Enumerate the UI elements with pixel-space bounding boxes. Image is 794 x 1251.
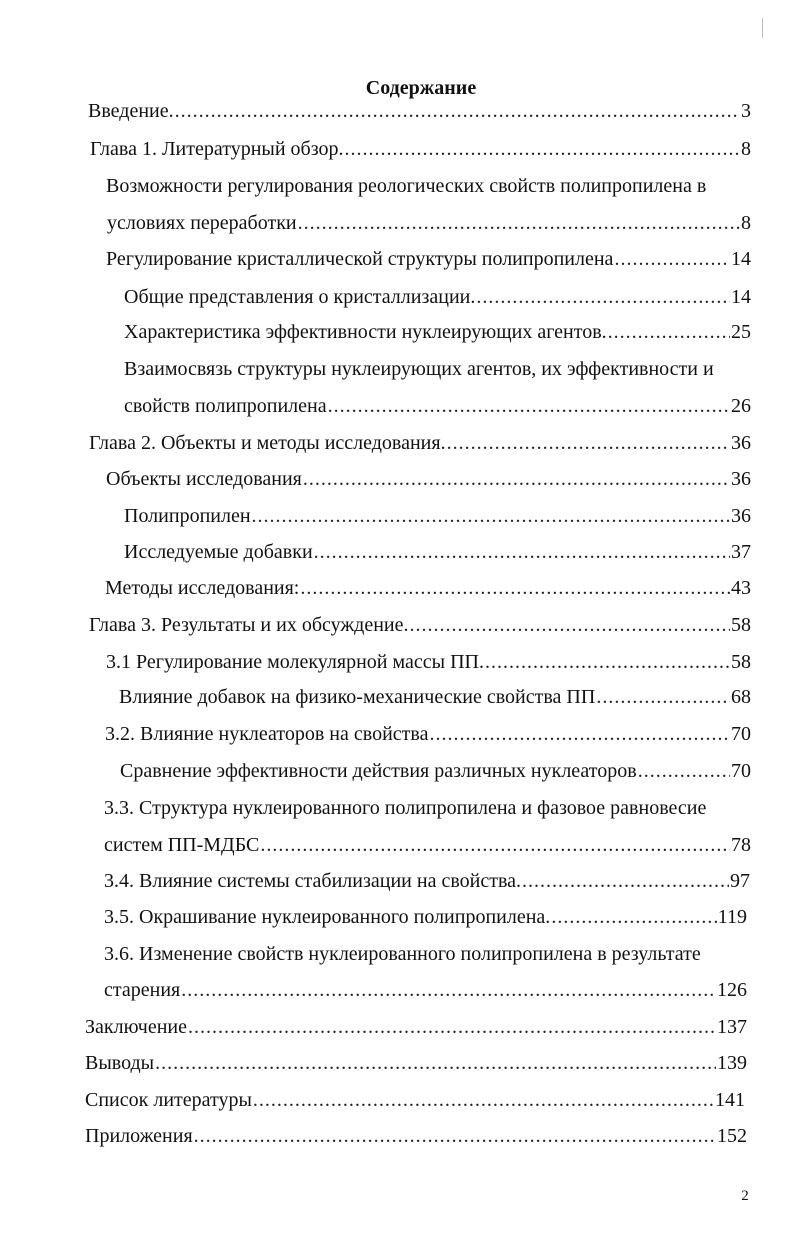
toc-entry-page: 37 xyxy=(731,541,751,563)
toc-entry[interactable] xyxy=(85,1122,747,1150)
toc-entry-page: 8 xyxy=(741,138,751,160)
toc-entry-title: Методы исследования: xyxy=(105,577,300,599)
toc-entry-page: 8 xyxy=(741,212,751,234)
toc-entry-title: 3.6. Изменение свойств нуклеированного полипропилена в результате xyxy=(104,943,701,965)
toc-entry-title: условиях переработки xyxy=(107,212,297,234)
page-number: 2 xyxy=(741,1188,749,1204)
toc-entry-page: 14 xyxy=(731,286,751,308)
toc-entry[interactable] xyxy=(89,429,751,457)
toc-entry-page: 141 xyxy=(715,1089,745,1111)
toc-leader-dots xyxy=(314,538,730,566)
toc-leader-dots xyxy=(252,502,730,530)
toc-entry-title: Полипропилен xyxy=(124,505,251,527)
toc-entry-title: Глава 2. Объекты и методы исследования. xyxy=(89,432,446,454)
toc-entry[interactable] xyxy=(124,283,751,311)
toc-leader-dots xyxy=(298,209,740,237)
toc-entry-page: 70 xyxy=(731,723,751,745)
toc-entry-title: Выводы xyxy=(85,1052,155,1074)
toc-entry-title: свойств полипропилена xyxy=(124,395,327,417)
toc-entry-page: 3 xyxy=(741,100,751,122)
toc-leader-dots xyxy=(181,976,716,1004)
toc-entry-page: 78 xyxy=(731,834,751,856)
toc-leader-dots xyxy=(300,574,730,602)
toc-entry-title: Взаимосвязь структуры нуклеирующих агентов, их эффективности и xyxy=(124,358,714,380)
toc-entry-page: 137 xyxy=(717,1016,747,1038)
toc-entry-title: 3.3. Структура нуклеированного полипропилена и фазовое равновесие xyxy=(104,797,707,819)
toc-entry-page: 36 xyxy=(731,468,751,490)
toc-leader-dots xyxy=(260,831,730,859)
toc-entry-title: Сравнение эффективности действия различных нуклеаторов xyxy=(120,760,637,782)
page-title: Содержание xyxy=(365,77,477,99)
toc-entry-page: 97 xyxy=(730,870,750,892)
toc-entry[interactable] xyxy=(124,318,751,346)
toc-entry-title: Глава 3. Результаты и их обсуждение. xyxy=(89,614,409,636)
toc-entry-title: Общие представления о кристаллизации. xyxy=(124,286,476,308)
toc-entry-title: 3.1 Регулирование молекулярной массы ПП. xyxy=(106,651,484,673)
toc-entry[interactable] xyxy=(104,903,747,931)
toc-entry[interactable] xyxy=(85,1049,747,1077)
toc-entry[interactable] xyxy=(106,465,751,493)
toc-entry-title: Объекты исследования xyxy=(106,468,302,490)
toc-entry-title: 3.4. Влияние системы стабилизации на свойства. xyxy=(104,870,522,892)
toc-entry-title: Заключение xyxy=(85,1016,187,1038)
toc-entry[interactable] xyxy=(106,648,751,676)
toc-leader-dots xyxy=(522,867,729,895)
toc-leader-dots xyxy=(345,135,741,163)
toc-entry-page: 36 xyxy=(731,505,751,527)
toc-entry-page: 25 xyxy=(731,321,751,343)
toc-entry-page: 36 xyxy=(731,432,751,454)
toc-leader-dots xyxy=(188,1013,716,1041)
toc-entry[interactable] xyxy=(105,720,751,748)
toc-entry-page: 70 xyxy=(731,760,751,782)
toc-entry-line[interactable] xyxy=(104,940,701,968)
toc-entry[interactable] xyxy=(105,574,751,602)
toc-leader-dots xyxy=(614,245,730,273)
toc-entry-page: 58 xyxy=(731,651,751,673)
toc-entry[interactable] xyxy=(107,209,751,237)
toc-leader-dots xyxy=(410,611,730,639)
toc-entry-line[interactable] xyxy=(124,355,714,383)
toc-entry[interactable] xyxy=(104,831,751,859)
toc-entry[interactable] xyxy=(124,538,751,566)
toc-entry-title: Влияние добавок на физико-механические свойства ПП xyxy=(119,686,596,708)
toc-entry-line[interactable] xyxy=(106,172,706,200)
toc-entry-title: Введение. xyxy=(88,100,174,122)
toc-leader-dots xyxy=(551,903,716,931)
toc-leader-dots xyxy=(253,1086,714,1114)
toc-leader-dots xyxy=(485,648,730,676)
toc-leader-dots xyxy=(638,757,730,785)
toc-entry[interactable] xyxy=(90,135,751,163)
toc-entry[interactable] xyxy=(104,867,750,895)
toc-leader-dots xyxy=(175,97,740,125)
toc-leader-dots xyxy=(476,283,730,311)
toc-entry[interactable] xyxy=(89,611,751,639)
toc-entry-line[interactable] xyxy=(104,794,706,822)
toc-entry[interactable] xyxy=(119,683,751,711)
toc-entry-page: 43 xyxy=(731,577,751,599)
toc-entry-page: 152 xyxy=(717,1125,747,1147)
toc-leader-dots xyxy=(328,392,730,420)
toc-entry[interactable] xyxy=(104,976,747,1004)
toc-entry-page: 58 xyxy=(731,614,751,636)
toc-entry[interactable] xyxy=(124,502,751,530)
toc-entry-page: 14 xyxy=(731,248,751,270)
toc-entry-title: Глава 1. Литературный обзор. xyxy=(90,138,344,160)
toc-leader-dots xyxy=(608,318,730,346)
toc-leader-dots xyxy=(155,1049,716,1077)
toc-leader-dots xyxy=(429,720,730,748)
toc-entry[interactable] xyxy=(120,757,751,785)
toc-entry-page: 119 xyxy=(717,906,747,928)
toc-entry-title: Приложения xyxy=(85,1125,193,1147)
toc-entry-title: Характеристика эффективности нуклеирующих агентов. xyxy=(124,321,607,343)
toc-entry-title: старения xyxy=(104,979,181,1001)
toc-entry[interactable] xyxy=(106,245,751,273)
toc-leader-dots xyxy=(303,465,730,493)
toc-entry-page: 68 xyxy=(731,686,751,708)
toc-leader-dots xyxy=(447,429,730,457)
toc-entry-title: 3.2. Влияние нуклеаторов на свойства xyxy=(105,723,429,745)
toc-entry-page: 139 xyxy=(717,1052,747,1074)
toc-entry[interactable] xyxy=(85,1013,747,1041)
toc-entry-page: 26 xyxy=(731,395,751,417)
toc-entry-title: Возможности регулирования реологических свойств полипропилена в xyxy=(106,175,707,197)
toc-entry-title: 3.5. Окрашивание нуклеированного полипропилена. xyxy=(104,906,551,928)
toc-entry[interactable] xyxy=(88,97,751,125)
toc-entry-title: Исследуемые добавки xyxy=(124,541,313,563)
toc-entry-title: Список литературы xyxy=(85,1089,252,1111)
toc-leader-dots xyxy=(194,1122,716,1150)
toc-entry[interactable] xyxy=(85,1086,745,1114)
toc-entry[interactable] xyxy=(124,392,751,420)
toc-entry-title: систем ПП-МДБС xyxy=(104,834,260,856)
toc-entry-page: 126 xyxy=(717,979,747,1001)
toc-leader-dots xyxy=(596,683,730,711)
toc-entry-title: Регулирование кристаллической структуры полипропилена xyxy=(106,248,614,270)
